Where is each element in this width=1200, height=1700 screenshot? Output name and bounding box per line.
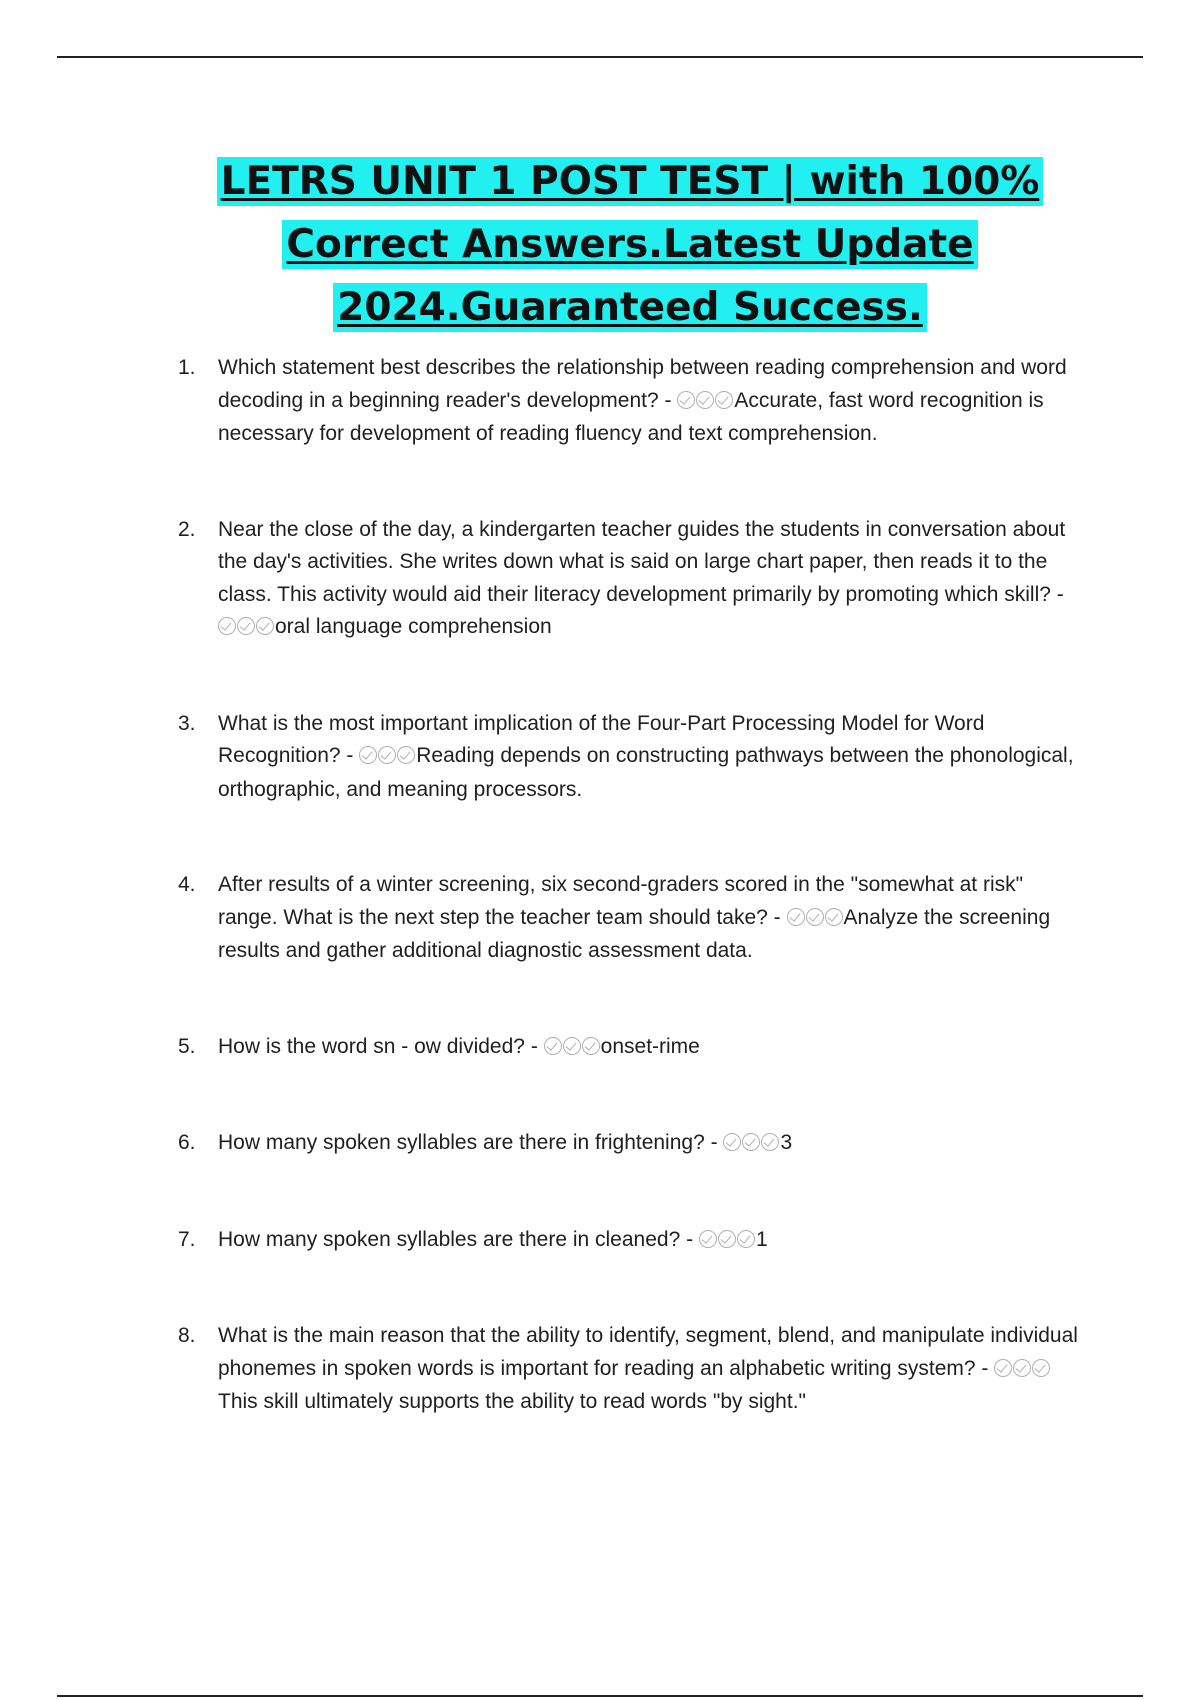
question-text: Near the close of the day, a kindergarten teacher guides the students in conversation about the day's activities. She writes down what is said on large chart paper, then reads it to the class. This activity would aid their literacy development primarily by promoting which skill? [218,517,1066,606]
question-text: How is the word sn - ow divided? [218,1034,525,1058]
question-text: Which statement best describes the relationship between reading comprehension and word decoding in a beginning reader's development? [218,356,1067,412]
question-number: 4. [178,873,196,896]
separator: - [680,1227,699,1251]
check-circle-icon [761,1133,779,1151]
check-circle-icon [737,1230,755,1248]
answer-checks [699,1225,756,1258]
answer-text: Reading depends on constructing pathways between the phonological, orthographic, and meaning processors. [218,744,1074,801]
separator: - [524,1034,544,1058]
check-circle-icon [718,1230,736,1248]
question-number: 8. [178,1324,196,1347]
separator: - [1050,582,1064,606]
separator: - [340,744,360,767]
answer-text: This skill ultimately supports the ability to read words "by sight." [218,1390,806,1413]
answer-text: Analyze the screening results and gather additional diagnostic assessment data. [218,905,1051,962]
check-circle-icon [237,617,255,635]
check-circle-icon [582,1037,600,1055]
answer-text: 3 [780,1131,793,1154]
question-item [178,869,1083,968]
answer-checks [677,386,734,419]
question-item [178,352,1083,451]
question-number: 6. [178,1131,196,1154]
answer-checks [723,1128,780,1161]
separator: - [767,905,787,929]
check-circle-icon [994,1359,1012,1377]
answer-text: onset-rime [600,1034,700,1058]
question-item [178,708,1083,807]
check-circle-icon [696,391,714,409]
question-text: What is the most important implication of the Four-Part Processing Model for Word Recognition? [218,711,985,767]
check-circle-icon [378,746,396,764]
answer-checks [994,1354,1051,1387]
check-circle-icon [742,1133,760,1151]
question-item [178,1224,1083,1258]
answer-text: oral language comprehension [275,615,552,638]
check-circle-icon [677,391,695,409]
bottom-rule [57,1695,1143,1697]
check-circle-icon [787,908,805,926]
question-number: 5. [178,1034,196,1058]
check-circle-icon [1013,1359,1031,1377]
question-item [178,1127,1083,1161]
check-circle-icon [715,391,733,409]
check-circle-icon [699,1230,717,1248]
question-item [178,1320,1083,1419]
question-text: After results of a winter screening, six second-graders scored in the "somewhat at risk" range. What is the next step the teacher team should take? [218,873,1024,929]
check-circle-icon [397,746,415,764]
check-circle-icon [544,1037,562,1055]
answer-checks [359,741,416,774]
check-circle-icon [806,908,824,926]
question-item [178,1031,1083,1065]
answer-checks [544,1032,601,1065]
question-item [178,514,1083,645]
separator: - [975,1356,995,1380]
question-text: What is the main reason that the ability to identify, segment, blend, and manipulate individual phonemes in spoken words is important for reading an alphabetic writing system? [218,1324,1078,1380]
check-circle-icon [218,617,236,635]
document-title [170,150,1090,339]
answer-checks [218,612,275,645]
document-title-text: LETRS UNIT 1 POST TEST | with 100% Correct Answers.Latest Update 2024.Guaranteed Success. [217,157,1044,332]
check-circle-icon [563,1037,581,1055]
question-number: 1. [178,356,196,379]
answer-text: 1 [755,1227,768,1251]
question-number: 7. [178,1227,196,1251]
check-circle-icon [359,746,377,764]
check-circle-icon [1032,1359,1050,1377]
check-circle-icon [825,908,843,926]
question-text: How many spoken syllables are there in cleaned? [218,1227,681,1251]
question-number: 3. [178,711,196,735]
separator: - [704,1131,724,1154]
answer-text: Accurate, fast word recognition is necessary for development of reading fluency and text comprehension. [218,388,1044,445]
separator: - [658,388,678,412]
answer-checks [787,903,844,936]
top-rule [57,56,1143,58]
check-circle-icon [256,617,274,635]
check-circle-icon [723,1133,741,1151]
question-number: 2. [178,517,196,541]
question-text: How many spoken syllables are there in frightening? [218,1131,705,1154]
question-list [178,352,1083,1482]
